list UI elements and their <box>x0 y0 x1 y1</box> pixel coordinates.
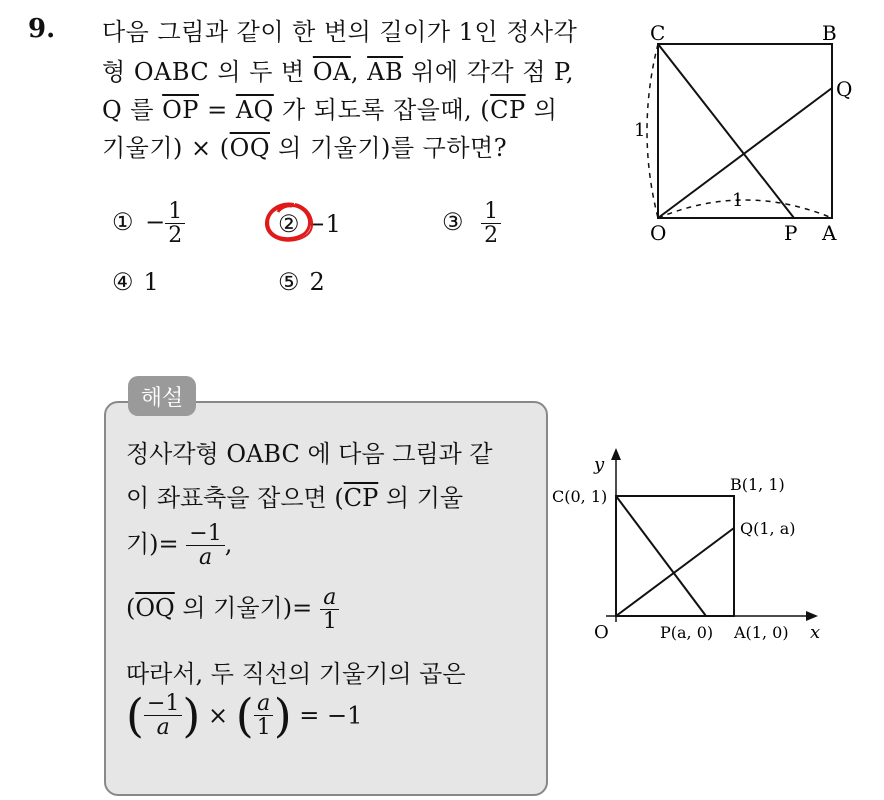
label-q-coord: Q(1, a) <box>740 519 796 538</box>
label-a-coord: A(1, 0) <box>734 623 789 642</box>
y-axis-arrow <box>611 448 621 460</box>
question-line-1: 다음 그림과 같이 한 변의 길이가 1인 정사각 <box>102 18 578 46</box>
line-oq <box>658 88 832 218</box>
segment-op: $\overline{OP}$ <box>162 96 199 124</box>
segment-aq: $\overline{AQ}$ <box>235 96 274 124</box>
label-o-coord: O <box>594 622 609 643</box>
choice-3[interactable]: ③ $\frac{1}{2}$ <box>442 200 501 247</box>
dashed-arc-bottom <box>658 200 832 218</box>
segment-ab: $\overline{AB}$ <box>367 58 404 86</box>
label-y: y <box>594 454 605 475</box>
label-c-coord: C(0, 1) <box>552 487 608 506</box>
line-oq-coord <box>616 528 734 616</box>
segment-cp-sol: $\overline{CP}$ <box>343 484 379 512</box>
figure-coordinate-diagram <box>548 444 838 644</box>
solution-line-6: ( $\frac{-1}{a}$ ) × ( $\frac{a}{1}$ ) = −1 <box>126 688 363 743</box>
label-p-coord: P(a, 0) <box>660 623 714 642</box>
label-a: A <box>822 221 837 245</box>
label-q: Q <box>836 77 853 101</box>
segment-oa: $\overline{OA}$ <box>312 58 351 86</box>
choice-2[interactable]: ② −1 <box>278 210 341 238</box>
question-line-3: Q 를 $\overline{OP} = \overline{AQ}$ 가 되도록 잡을때, ($\overline{CP}$ 의 <box>102 96 558 124</box>
label-side-bottom: 1 <box>732 190 744 211</box>
solution-line-1: 정사각형 OABC 에 다음 그림과 같 <box>126 440 493 468</box>
figure-square-diagram <box>630 14 860 250</box>
segment-oq: $\overline{OQ}$ <box>229 134 271 162</box>
choice-5[interactable]: ⑤ 2 <box>278 268 325 296</box>
solution-line-3: 기)= $\frac{-1}{a}$ , <box>126 521 233 571</box>
x-axis-arrow <box>806 611 818 621</box>
square-oabc <box>658 44 832 218</box>
label-b: B <box>822 21 837 45</box>
label-c: C <box>650 21 666 45</box>
segment-oq-sol: $\overline{OQ}$ <box>135 594 175 623</box>
question-line-2: 형 OABC 의 두 변 $\overline{OA}$, $\overline{AB}$ 위에 각각 점 P, <box>102 58 574 86</box>
question-number: 9. <box>28 14 56 44</box>
dashed-arc-left <box>647 44 658 218</box>
label-o: O <box>650 221 667 245</box>
question-line-4: 기울기) × ($\overline{OQ}$ 의 기울기)를 구하면? <box>102 134 508 162</box>
solution-tag: 해설 <box>128 376 196 416</box>
label-x: x <box>810 622 821 643</box>
solution-line-5: 따라서, 두 직선의 기울기의 곱은 <box>126 660 466 688</box>
square-oabc-coord <box>616 496 734 616</box>
solution-line-2: 이 좌표축을 잡으면 ($\overline{CP}$ 의 기울 <box>126 484 464 512</box>
answer-circle-mark <box>262 198 316 246</box>
label-side-left: 1 <box>634 120 646 141</box>
solution-line-4: ($\overline{OQ}$ 의 기울기)= $\frac{a}{1}$ <box>126 586 340 633</box>
label-p: P <box>784 221 798 245</box>
label-b-coord: B(1, 1) <box>730 475 785 494</box>
line-cp-coord <box>616 496 706 616</box>
choice-1[interactable]: ① − $\frac{1}{2}$ <box>112 200 185 247</box>
choice-4[interactable]: ④ 1 <box>112 268 159 296</box>
segment-cp: $\overline{CP}$ <box>490 96 526 124</box>
